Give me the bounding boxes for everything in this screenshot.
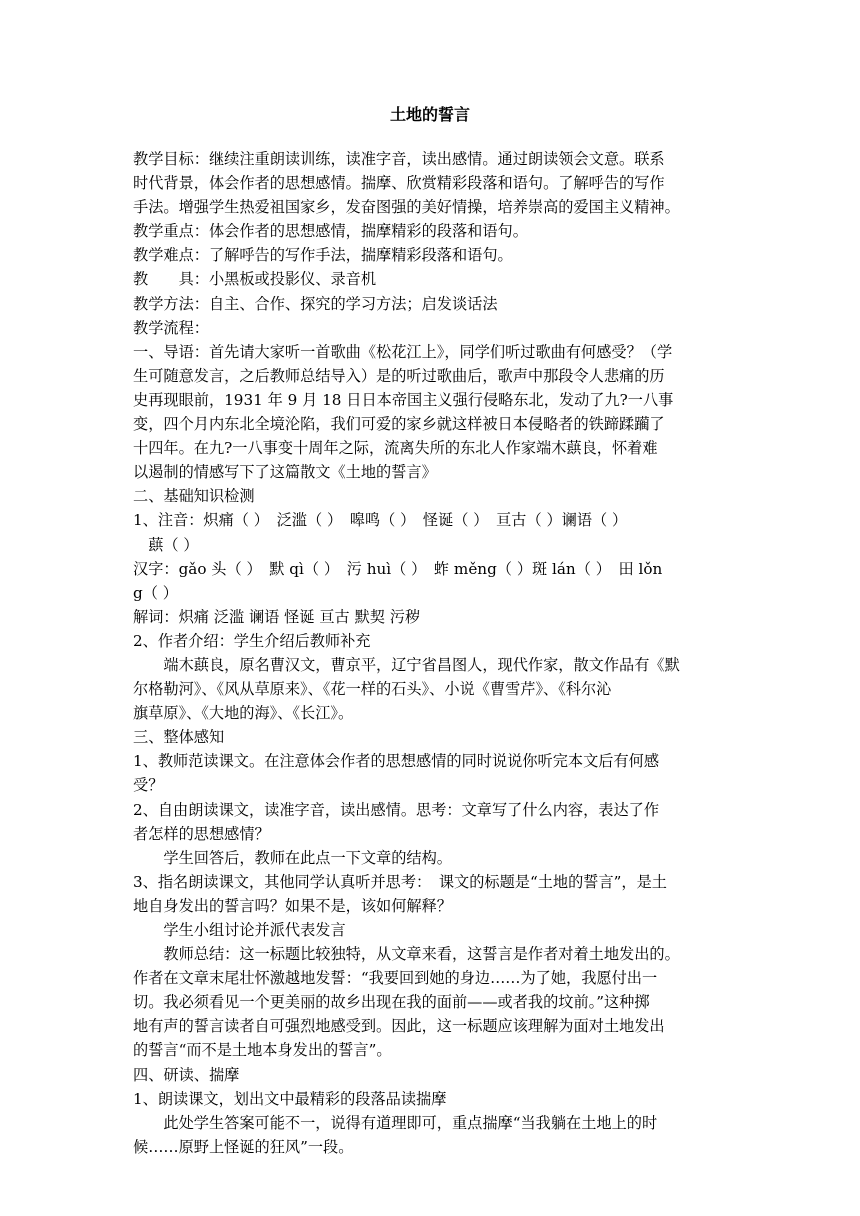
text-line: 地自身发出的誓言吗？如果不是，该如何解释？ [133, 896, 452, 915]
text-line: 切。我必须看见一个更美丽的故乡出现在我的面前——或者我的坟前。”这种掷 [133, 993, 650, 1012]
text-line: 的誓言“而不是土地本身发出的誓言”。 [133, 1041, 392, 1060]
text-line: 端木蕻良，原名曹汉文，曹京平，辽宁省昌图人，现代作家，散文作品有《默 [133, 655, 680, 674]
text-line: 受？ [133, 776, 164, 795]
text-line: 生可随意发言，之后教师总结导入）是的听过歌曲后，歌声中那段令人悲痛的历 [133, 366, 665, 385]
document-body [133, 147, 727, 1159]
text-line: 1、朗读课文，划出文中最精彩的段落品读揣摩 [133, 1089, 447, 1108]
text-line: 教学流程： [133, 318, 209, 337]
text-line: 一、导语：首先请大家听一首歌曲《松花江上》，同学们听过歌曲有何感受？（学 [133, 342, 673, 361]
text-line: 者怎样的思想感情？ [133, 824, 270, 843]
text-line: 旗草原》、《大地的海》、《长江》。 [133, 704, 354, 723]
text-line: 1、教师范读课文。在注意体会作者的思想感情的同时说说你听完本文后有何感 [133, 752, 660, 771]
text-line: 解词：炽痛 泛滥 谰语 怪诞 亘古 默契 污秽 [133, 607, 421, 626]
text-line: 教学方法：自主、合作、探究的学习方法；启发谈话法 [133, 294, 498, 313]
text-line: 地有声的誓言读者自可强烈地感受到。因此，这一标题应该理解为面对土地发出 [133, 1017, 665, 1036]
text-line: 学生小组讨论并派代表发言 [133, 921, 346, 939]
text-line: 3、指名朗读课文，其他同学认真听并思考： 课文的标题是“土地的誓言”，是土 [133, 872, 667, 891]
text-line: 变，四个月内东北全境沦陷，我们可爱的家乡就这样被日本侵略者的铁蹄蹂躏了 [133, 415, 665, 434]
text-line: 汉字：gǎo 头（ ） 默 qì（ ） 污 huì（ ） 蚱 měng（ ）斑 lán（ ） 田 lǒn [133, 559, 663, 578]
text-line: 史再现眼前，1931 年 9 月 18 日日本帝国主义强行侵略东北，发动了九?一八事 [133, 390, 674, 409]
text-line: 十四年。在九?一八事变十周年之际，流离失所的东北人作家端木蕻良，怀着难 [133, 439, 658, 458]
text-line: 学生回答后，教师在此点一下文章的结构。 [133, 848, 452, 867]
text-line: 三、整体感知 [133, 728, 225, 747]
text-line: 2、自由朗读课文，读准字音，读出感情。思考：文章写了什么内容，表达了作 [133, 800, 660, 819]
text-line: 2、作者介绍：学生介绍后教师补充 [133, 631, 371, 650]
text-line: 二、基础知识检测 [133, 487, 255, 506]
text-line: 蕻（ ） [133, 535, 199, 554]
text-line: 1、注音：炽痛（ ） 泛滥（ ） 嗥鸣（ ） 怪诞（ ） 亘古（ ）谰语（ ） [133, 511, 628, 530]
text-line: 时代背景，体会作者的思想感情。揣摩、欣赏精彩段落和语句。了解呼告的写作 [133, 174, 665, 193]
text-line: g（ ） [133, 583, 178, 602]
text-line: 四、研读、揣摩 [133, 1065, 240, 1084]
text-line: 候……原野上怪诞的狂风”一段。 [133, 1137, 354, 1156]
document-title: 土地的誓言 [389, 105, 470, 124]
text-line: 以遏制的情感写下了这篇散文《土地的誓言》 [133, 463, 437, 482]
text-line: 尔格勒河》、《风从草原来》、《花一样的石头》、小说《曹雪芹》、《科尔沁 [133, 680, 612, 699]
text-line: 此处学生答案可能不一，说得有道理即可，重点揣摩“当我躺在土地上的时 [133, 1113, 658, 1132]
text-line: 手法。增强学生热爱祖国家乡，发奋图强的美好情操，培养崇高的爱国主义精神。 [133, 198, 680, 217]
text-line: 教 具：小黑板或投影仪、录音机 [133, 270, 376, 289]
text-line: 教学难点：了解呼告的写作手法，揣摩精彩段落和语句。 [133, 246, 513, 265]
text-line: 教学目标：继续注重朗读训练，读准字音，读出感情。通过朗读领会文意。联系 [133, 150, 665, 168]
text-line: 教师总结：这一标题比较独特，从文章来看，这誓言是作者对着土地发出的。 [133, 945, 680, 964]
text-line: 作者在文章末尾壮怀激越地发誓：“我要回到她的身边……为了她，我愿付出一 [133, 969, 658, 988]
text-line: 教学重点：体会作者的思想感情，揣摩精彩的段落和语句。 [133, 222, 528, 241]
